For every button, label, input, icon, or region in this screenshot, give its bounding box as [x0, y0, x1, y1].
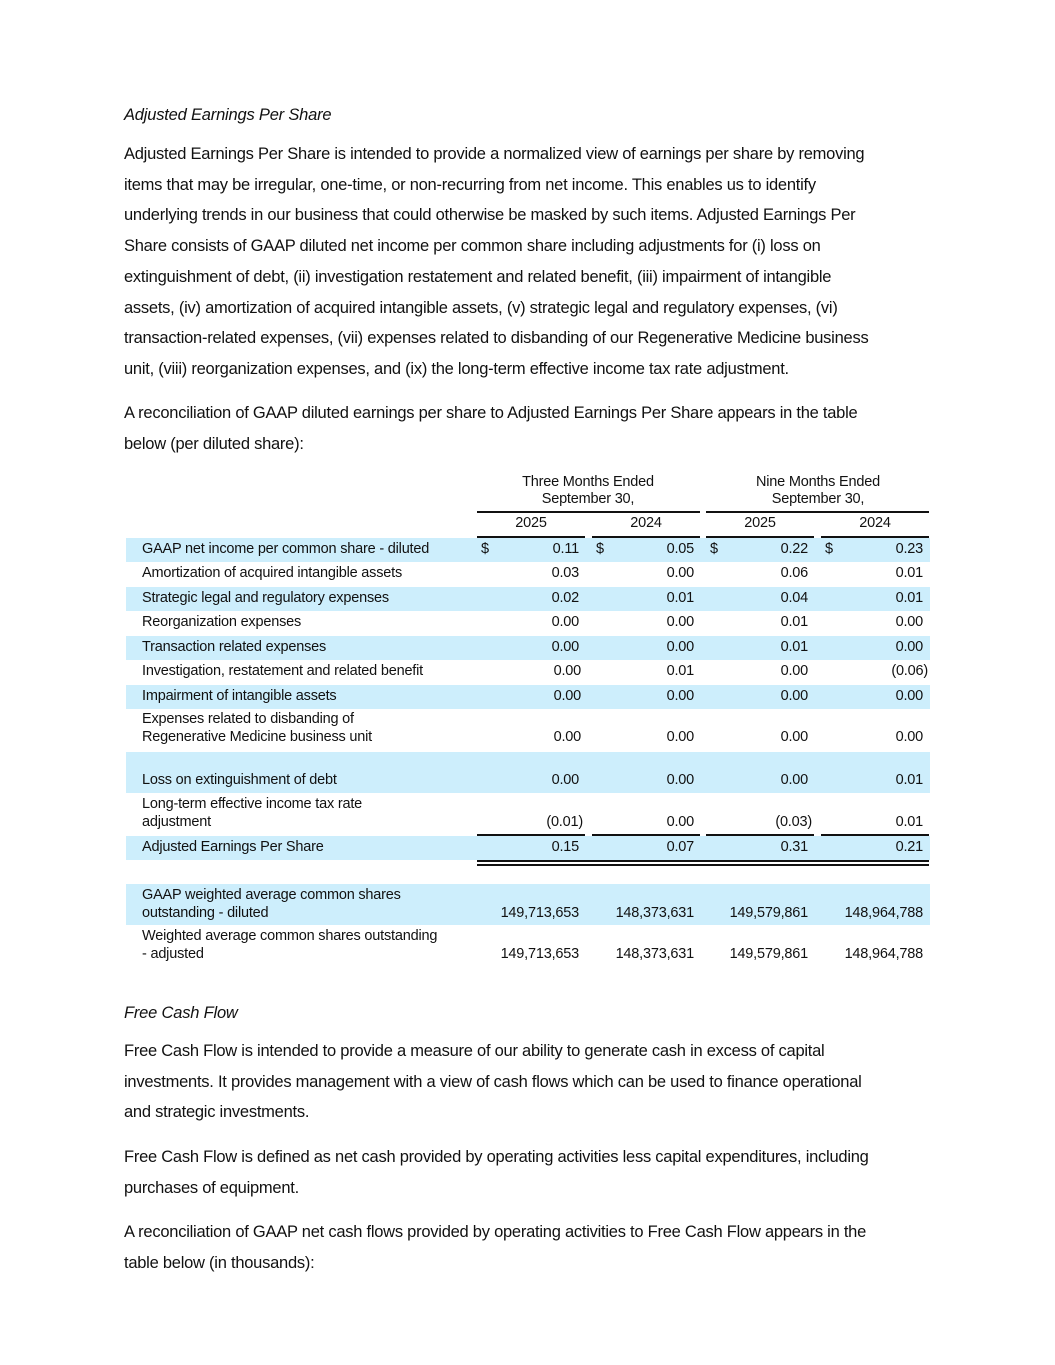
row-label-line: Regenerative Medicine business unit — [142, 728, 372, 745]
text-line: Free Cash Flow is defined as net cash provided by operating activities less capital expenditures, including — [124, 1148, 869, 1166]
cell-value: 149,713,653 — [500, 946, 579, 962]
section-heading-adjusted-eps: Adjusted Earnings Per Share — [124, 106, 332, 124]
text-line: transaction-related expenses, (vii) expenses related to disbanding of our Regenerative Medicine business — [124, 329, 869, 348]
cell-value: 148,373,631 — [615, 946, 694, 962]
row-label-line: - adjusted — [142, 945, 204, 962]
cell-value: 0.00 — [895, 639, 923, 655]
year-header: 2024 — [859, 515, 891, 531]
text-line: and strategic investments. — [124, 1103, 310, 1122]
cell-value: 0.01 — [780, 639, 808, 655]
row-label-line: adjustment — [142, 813, 211, 830]
text-line: Share consists of GAAP diluted net income per common share including adjustments for (i) loss on — [124, 237, 821, 256]
text-line: table below (in thousands): — [124, 1253, 315, 1272]
year-header: 2024 — [630, 515, 662, 531]
text-line: below (per diluted share): — [124, 434, 304, 453]
row-label: GAAP net income per common share - diluted — [142, 541, 430, 557]
header-rule — [477, 511, 700, 513]
table-row — [126, 660, 930, 685]
cell-value: 0.00 — [666, 814, 694, 830]
cell-value: 0.01 — [895, 590, 923, 606]
currency-symbol: $ — [825, 541, 833, 557]
cell-value: 0.23 — [895, 541, 923, 557]
row-label — [142, 711, 372, 746]
cell-value: 0.00 — [666, 565, 694, 581]
text-line: Free Cash Flow is intended to provide a measure of our ability to generate cash in excess of capital — [124, 1042, 825, 1060]
cell-value: 148,964,788 — [844, 946, 923, 962]
cell-value: 149,713,653 — [500, 905, 579, 921]
fcf-definition — [124, 1142, 936, 1203]
row-label — [142, 928, 437, 963]
cell-value: 0.00 — [551, 772, 579, 788]
text-line: investments. It provides management with a view of cash flows which can be used to finance operational — [124, 1072, 862, 1091]
currency-symbol: $ — [710, 541, 718, 557]
cell-value: 0.01 — [895, 772, 923, 788]
text-line: underlying trends in our business that could otherwise be masked by such items. Adjusted Earnings Per — [124, 206, 856, 225]
cell-value: 0.01 — [895, 814, 923, 830]
row-label-line: outstanding - diluted — [142, 904, 269, 921]
total-double-rule — [477, 860, 929, 862]
cell-value: 0.00 — [780, 729, 808, 745]
cell-value: 0.00 — [666, 729, 694, 745]
cell-value: (0.01) — [546, 814, 583, 830]
cell-value: (0.06) — [891, 663, 928, 679]
cell-value: 0.00 — [666, 639, 694, 655]
text-line: extinguishment of debt, (ii) investigation restatement and related benefit, (iii) impairment of intangible — [124, 267, 832, 286]
row-label-line: Expenses related to disbanding of — [142, 711, 354, 727]
text-line: items that may be irregular, one-time, or non-recurring from net income. This enables us to identify — [124, 175, 816, 194]
cell-value: 149,579,861 — [729, 905, 808, 921]
header-text: Nine Months Ended — [756, 474, 880, 490]
fcf-reconciliation-intro — [124, 1217, 936, 1278]
header-text: Three Months Ended — [522, 474, 654, 490]
year-header: 2025 — [515, 515, 547, 531]
text-line: Adjusted Earnings Per Share is intended to provide a normalized view of earnings per share by removing — [124, 145, 865, 163]
table-row — [126, 793, 930, 835]
year-header: 2025 — [744, 515, 776, 531]
cell-value: 0.00 — [551, 639, 579, 655]
cell-value: 0.01 — [666, 663, 694, 679]
cell-value: 0.31 — [780, 839, 808, 855]
cell-value: 0.00 — [666, 614, 694, 630]
cell-value: 0.15 — [551, 839, 579, 855]
cell-value: 0.05 — [666, 541, 694, 557]
cell-value: 0.00 — [553, 688, 581, 704]
cell-value: 0.00 — [553, 729, 581, 745]
section-heading-free-cash-flow: Free Cash Flow — [124, 1004, 238, 1022]
cell-value: 0.00 — [666, 688, 694, 704]
table-row-total — [126, 836, 930, 860]
header-text: September 30, — [541, 491, 635, 507]
cell-value: 0.11 — [552, 541, 579, 557]
cell-value: 0.01 — [780, 614, 808, 630]
table-row — [126, 709, 930, 752]
row-label: Loss on extinguishment of debt — [142, 772, 337, 788]
row-label — [142, 796, 362, 831]
cell-value: 148,964,788 — [844, 905, 923, 921]
header-rule — [706, 511, 929, 513]
text-line: assets, (iv) amortization of acquired intangible assets, (v) strategic legal and regulatory expenses, (vi) — [124, 298, 838, 317]
row-label — [142, 887, 401, 922]
row-label: Amortization of acquired intangible assets — [142, 565, 402, 581]
reconciliation-intro — [124, 398, 936, 459]
cell-value: 0.07 — [666, 839, 694, 855]
cell-value: 0.02 — [551, 590, 579, 606]
row-label: Reorganization expenses — [142, 614, 302, 630]
header-text: September 30, — [771, 491, 865, 507]
row-label: Adjusted Earnings Per Share — [142, 839, 324, 855]
cell-value: 148,373,631 — [615, 905, 694, 921]
currency-symbol: $ — [596, 541, 604, 557]
table-row — [126, 611, 930, 636]
cell-value: 0.00 — [895, 688, 923, 704]
row-label: Strategic legal and regulatory expenses — [142, 590, 389, 606]
header-three-months — [478, 474, 698, 508]
table-row — [126, 752, 930, 793]
cell-value: 0.00 — [780, 688, 808, 704]
table-row — [126, 538, 930, 562]
cell-value: 0.00 — [553, 663, 581, 679]
text-line: A reconciliation of GAAP diluted earnings per share to Adjusted Earnings Per Share appears in the table — [124, 404, 858, 422]
header-nine-months — [706, 474, 930, 508]
row-label: Transaction related expenses — [142, 639, 327, 655]
row-label: Investigation, restatement and related benefit — [142, 663, 423, 679]
table-row — [126, 587, 930, 611]
cell-value: 149,579,861 — [729, 946, 808, 962]
cell-value: 0.01 — [895, 565, 923, 581]
fcf-description — [124, 1036, 936, 1128]
cell-value: 0.00 — [895, 729, 923, 745]
cell-value: 0.00 — [666, 772, 694, 788]
table-row — [126, 562, 930, 587]
cell-value: 0.00 — [895, 614, 923, 630]
cell-value: 0.03 — [551, 565, 579, 581]
cell-value: (0.03) — [775, 814, 812, 830]
text-line: unit, (viii) reorganization expenses, and (ix) the long-term effective income tax rate adjustment. — [124, 359, 789, 378]
row-label-line: Long-term effective income tax rate — [142, 796, 363, 812]
table-row — [126, 685, 930, 709]
text-line: A reconciliation of GAAP net cash flows provided by operating activities to Free Cash Flow appears in the — [124, 1223, 867, 1241]
cell-value: 0.22 — [780, 541, 808, 557]
text-line: purchases of equipment. — [124, 1178, 299, 1197]
row-label-line: Weighted average common shares outstanding — [142, 928, 438, 944]
currency-symbol: $ — [481, 541, 489, 557]
total-double-rule — [477, 864, 929, 866]
cell-value: 0.21 — [895, 839, 923, 855]
cell-value: 0.00 — [551, 614, 579, 630]
row-label: Impairment of intangible assets — [142, 688, 337, 704]
table-row — [126, 636, 930, 660]
cell-value: 0.04 — [780, 590, 808, 606]
cell-value: 0.01 — [666, 590, 694, 606]
adjusted-eps-description — [124, 139, 936, 385]
cell-value: 0.06 — [780, 565, 808, 581]
cell-value: 0.00 — [780, 663, 808, 679]
table-row — [126, 884, 930, 925]
row-label-line: GAAP weighted average common shares — [142, 887, 401, 903]
cell-value: 0.00 — [780, 772, 808, 788]
table-row — [126, 925, 930, 967]
